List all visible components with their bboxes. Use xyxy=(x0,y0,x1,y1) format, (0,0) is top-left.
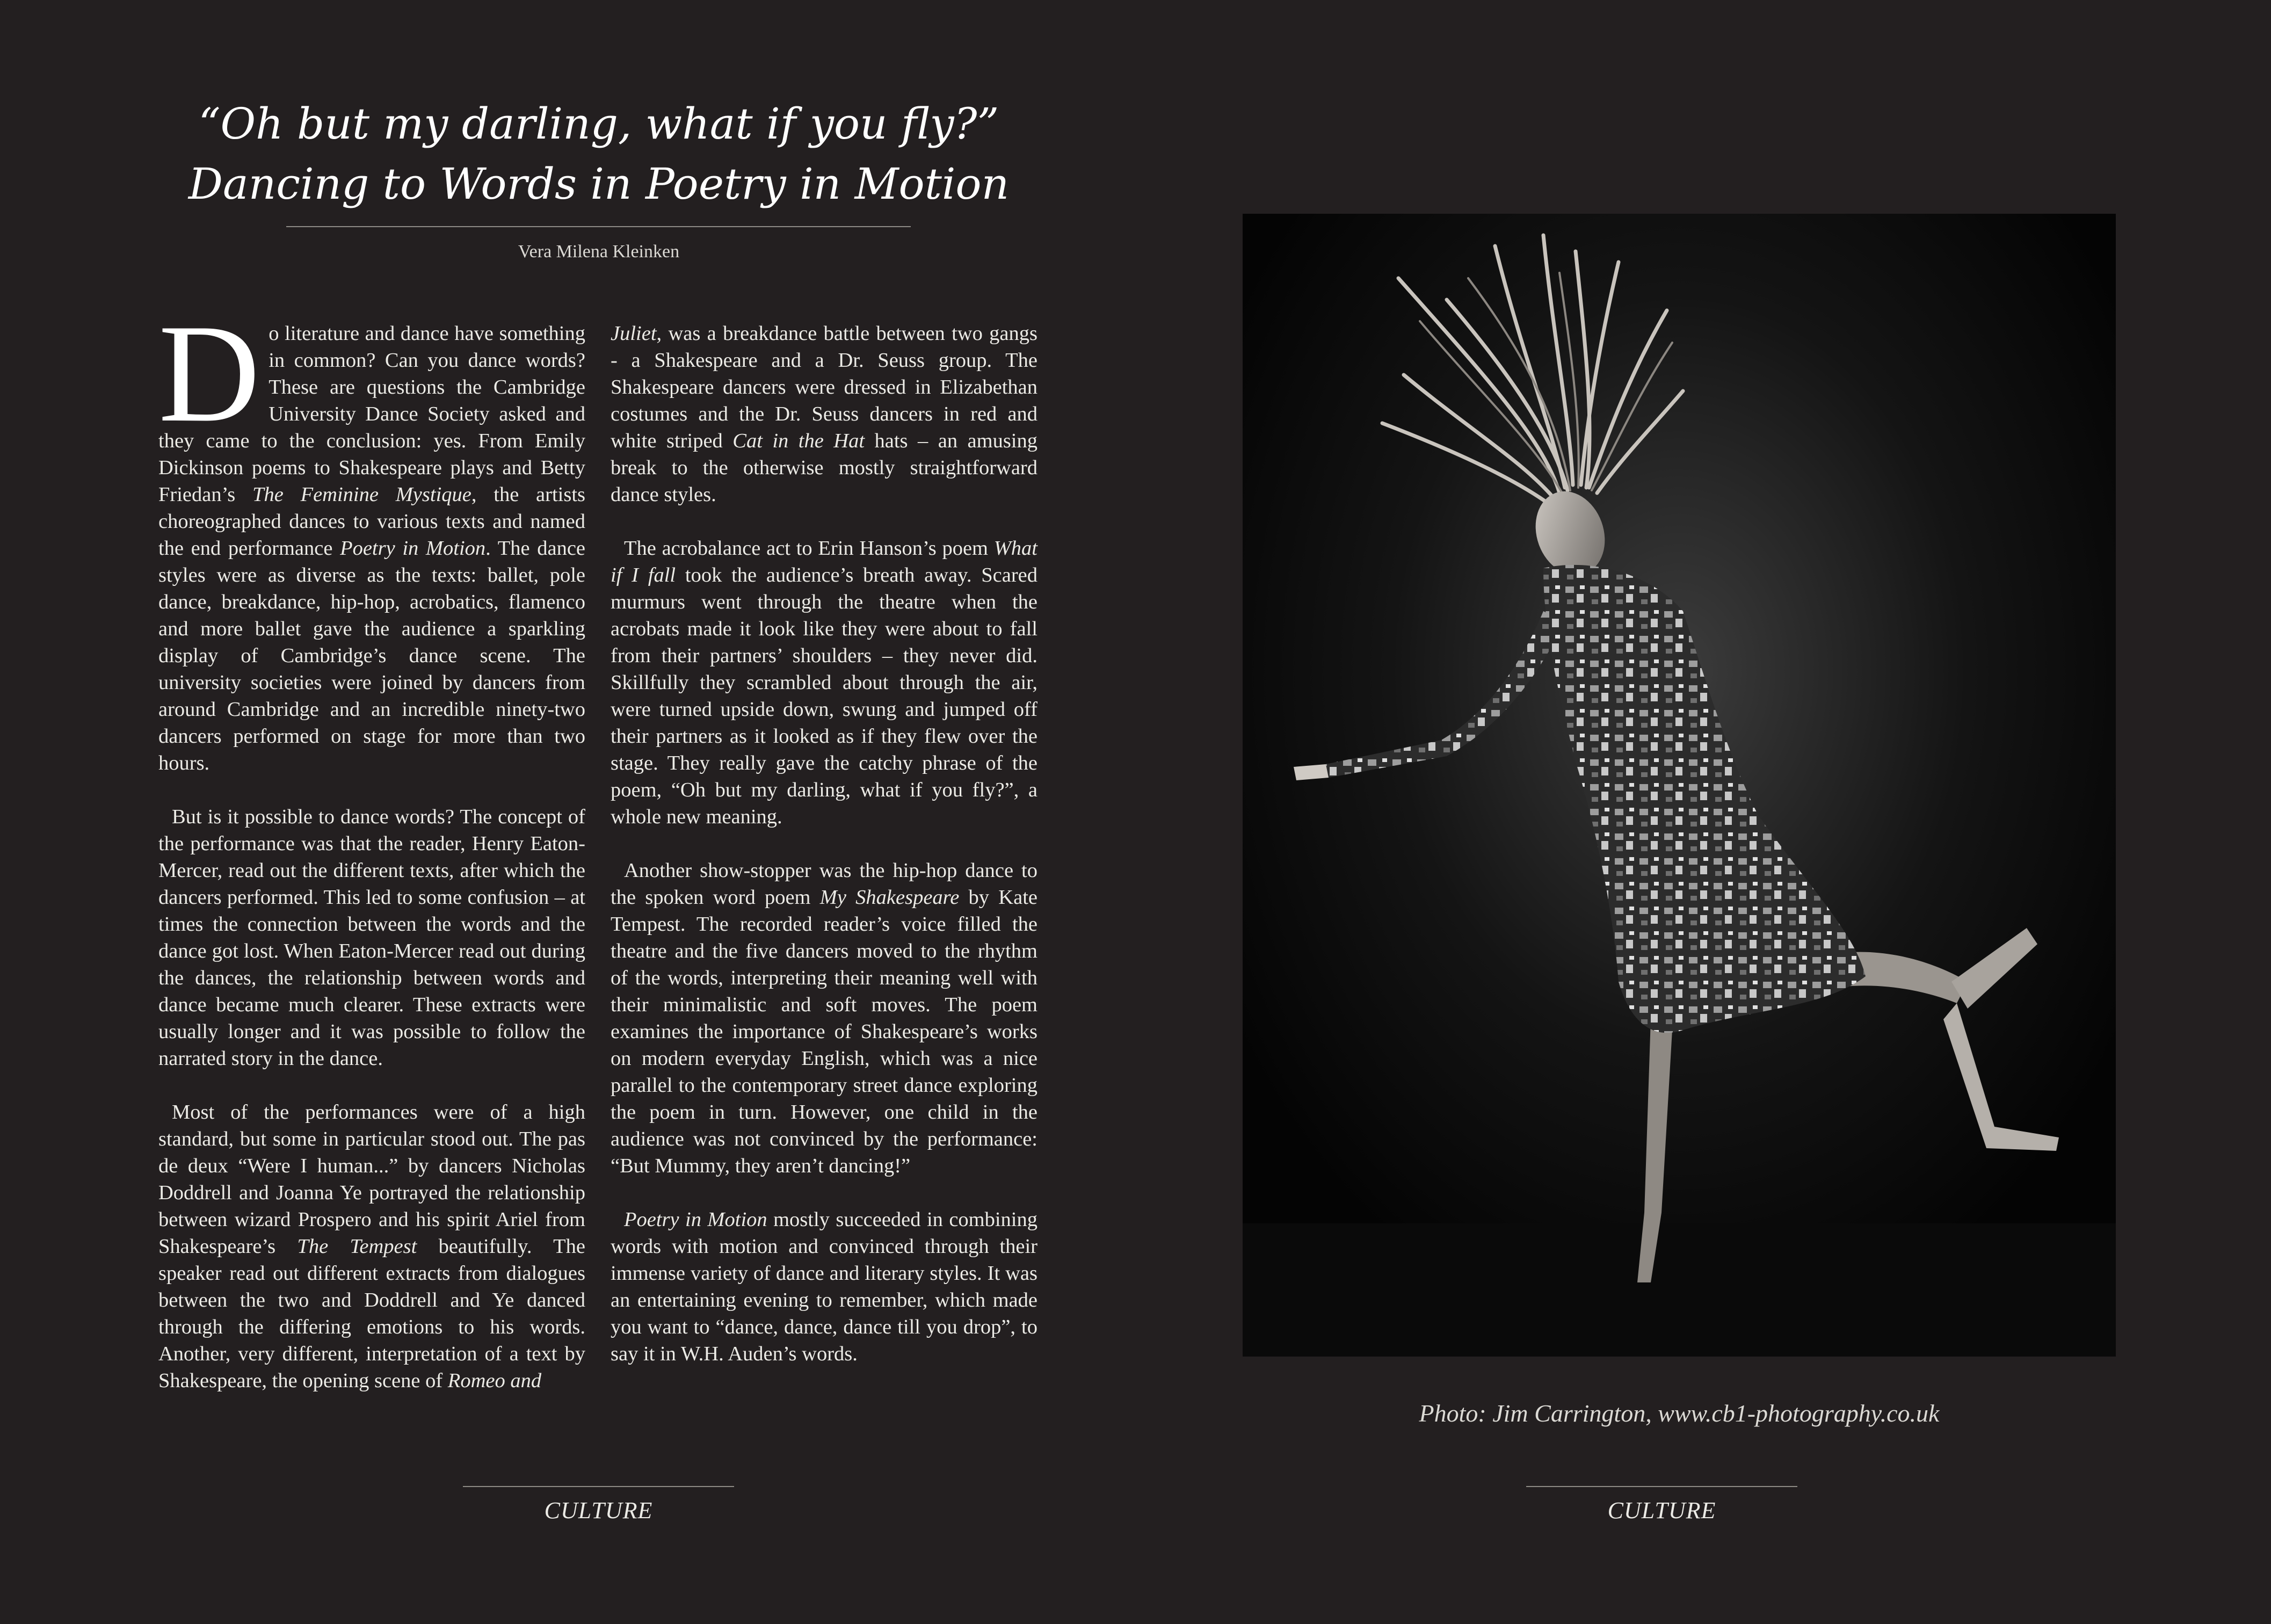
author-byline: Vera Milena Kleinken xyxy=(518,242,680,262)
title-divider xyxy=(286,226,911,227)
dancer-illustration xyxy=(1243,214,2116,1357)
title-line-2: Dancing to Words in Poetry in Motion xyxy=(188,159,1010,209)
section-label-left: CULTURE xyxy=(544,1497,653,1524)
article-column-2 xyxy=(611,320,1037,1394)
title-line-1: “Oh but my darling, what if you fly?” xyxy=(198,99,999,149)
photo-caption: Photo: Jim Carrington, www.cb1-photography.co.uk xyxy=(1419,1400,1940,1427)
right-page xyxy=(1135,0,2271,1624)
paragraph-2: But is it possible to dance words? The concept of the performance was that the reader, Henry Eaton-Mercer, read out the different texts, after which the dancers performed. This led to some confusion – at times the connection between the words and the dance got lost. When Eaton-Mercer read out during the dances, the relationship between words and dance became much clearer. These extracts were usually longer and it was possible to follow the narrated story in the dance. xyxy=(158,806,585,1070)
footer-rule-right xyxy=(1526,1486,1797,1487)
paragraph-6: Another show-stopper was the hip-hop dance to the spoken word poem My Shakespeare by Kate Tempest. The recorded reader’s voice filled the theatre and the five dancers moved to the rhythm of the words, interpreting their meaning well with their minimalistic and soft moves. The poem examines the importance of Shakespeare’s works on modern everyday English, which was a nice parallel to the contemporary street dance exploring the poem in turn. However, one child in the audience was not convinced by the performance: “But Mummy, they aren’t dancing!” xyxy=(611,859,1037,1177)
section-label-right: CULTURE xyxy=(1607,1497,1716,1524)
drop-cap: D xyxy=(158,295,260,451)
paragraph-1: Do literature and dance have something in common? Can you dance words? These are questions the Cambridge University Dance Society asked and they came to the conclusion: yes. From Emily Dickinson poems to Shakespeare plays and Betty Friedan’s The Feminine Mystique, the artists choreographed dances to various texts and named the end performance Poetry in Motion. The dance styles were as diverse as the texts: ballet, pole dance, breakdance, hip-hop, acrobatics, flamenco and more ballet gave the audience a sparkling display of Cambridge’s dance scene. The university societies were joined by dancers from around Cambridge and an incredible ninety-two dancers performed on stage for more than two hours. xyxy=(158,295,586,774)
paragraph-3: Most of the performances were of a high standard, but some in particular stood out. The pas de deux “Were I human...” by dancers Nicholas Doddrell and Joanna Ye portrayed the relationship between wizard Prospero and his spirit Ariel from Shakespeare’s The Tempest beautifully. The speaker read out different extracts from dialogues between the two and Doddrell and Ye danced through the differing emotions to his words. Another, very different, interpretation of a text by Shakespeare, the opening scene of Romeo and xyxy=(158,1101,585,1392)
footer-rule-left xyxy=(463,1486,734,1487)
left-page xyxy=(0,0,1135,1624)
paragraph-7: Poetry in Motion mostly succeeded in combining words with motion and convinced through their immense variety of dance and literary styles. It was an entertaining evening to remember, which made you want to “dance, dance, dance till you drop”, to say it in W.H. Auden’s words. xyxy=(611,1208,1037,1365)
article-column-1 xyxy=(158,295,586,1421)
paragraph-4: Juliet, was a breakdance battle between two gangs - a Shakespeare and a Dr. Seuss group. The Shakespeare dancers were dressed in Elizabethan costumes and the Dr. Seuss dancers in red and white striped Cat in the Hat hats – an amusing break to the otherwise mostly straightforward dance styles. xyxy=(611,322,1037,506)
article-title xyxy=(158,94,1039,214)
dancer-photo xyxy=(1243,214,2116,1357)
paragraph-5: The acrobalance act to Erin Hanson’s poem What if I fall took the audience’s breath away. Scared murmurs went through the theatre when the acrobats made it look like they were about to fall from their partners’ shoulders – they never did. Skillfully they scrambled about through the air, were turned upside down, swung and jumped off their partners as it looked as if they flew over the stage. They really gave the catchy phrase of the poem, “Oh but my darling, what if you fly?”, a whole new meaning. xyxy=(611,537,1037,828)
